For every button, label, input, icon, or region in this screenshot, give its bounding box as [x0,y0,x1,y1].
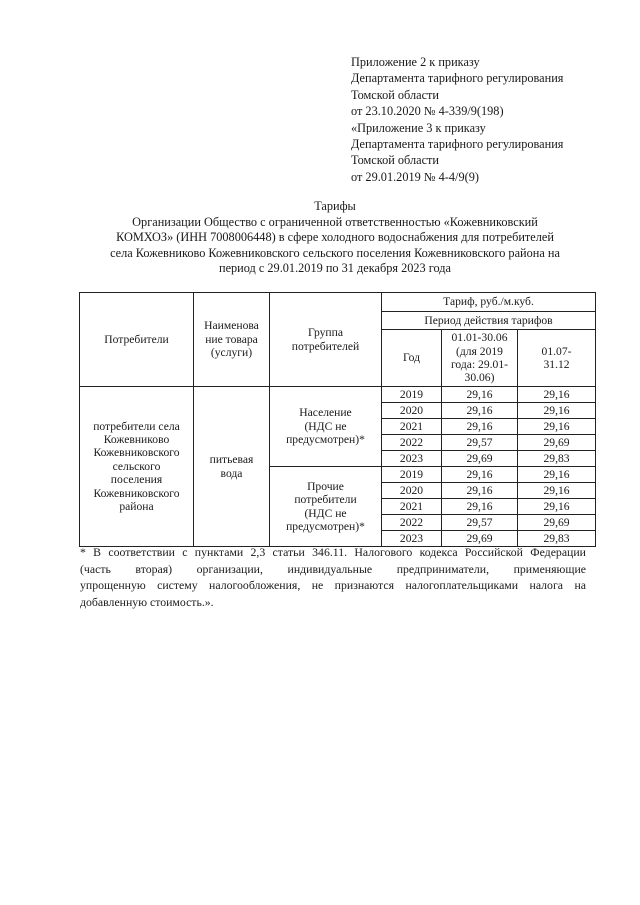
header-first-half-line: года: 29.01- [450,358,509,371]
consumer-line: поселения [110,473,163,487]
tariff-first-half: 29,16 [442,419,518,435]
tariff-table [79,292,596,547]
tariff-first-half: 29,16 [442,387,518,403]
footnote-line: (часть вторая) организации, индивидуальные предприниматели, применяющие [80,561,586,576]
header-consumers: Потребители [80,293,194,387]
tariff-second-half: 29,83 [518,531,596,547]
year-cell: 2019 [382,467,442,483]
tariff-second-half: 29,69 [518,435,596,451]
appendix-line: «Приложение 3 к приказу [351,120,486,135]
header-group-line: потребителей [291,339,360,353]
table-row [80,387,596,403]
tariff-first-half: 29,16 [442,499,518,515]
header-product-line: Наименова [204,319,259,333]
group-name-line: Прочие [307,479,344,493]
tariff-first-half: 29,16 [442,483,518,499]
tariff-first-half: 29,16 [442,403,518,419]
tariff-first-half: 29,16 [442,467,518,483]
year-cell: 2022 [382,435,442,451]
tariff-first-half: 29,69 [442,531,518,547]
heading-line: села Кожевниково Кожевниковского сельского поселения Кожевниковского района на [110,245,560,260]
header-product [194,293,270,387]
header-second-half-line: 01.07- [541,344,572,358]
header-year: Год [382,330,442,387]
appendix-line: Департамента тарифного регулирования [351,71,564,86]
consumer-line: района [119,500,154,514]
tariff-first-half: 29,69 [442,451,518,467]
appendix-line: Департамента тарифного регулирования [351,137,564,152]
header-first-half-line: (для 2019 [456,344,503,358]
tariff-second-half: 29,16 [518,419,596,435]
group-name-line: (НДС не [304,506,347,520]
year-cell: 2021 [382,499,442,515]
heading-line: КОМХОЗ» (ИНН 7008006448) в сфере холодного водоснабжения для потребителей [116,230,554,245]
footnote [80,544,586,610]
tariff-first-half: 29,57 [442,515,518,531]
header-group [270,293,382,387]
group-name-line: предусмотрен)* [286,519,365,533]
year-cell: 2020 [382,403,442,419]
appendix-line: от 29.01.2019 № 4-4/9(9) [351,169,479,184]
header-first-half-line: 30.06) [464,371,495,385]
group-name-line: предусмотрен)* [286,433,365,447]
year-cell: 2021 [382,419,442,435]
product-line: вода [220,466,243,480]
appendix-block [351,54,631,185]
header-product-line: ние товара [205,332,258,346]
tariff-second-half: 29,16 [518,403,596,419]
consumer-line: Кожевниково [103,432,170,446]
group-name-line: Население [299,406,352,420]
tariff-second-half: 29,16 [518,387,596,403]
product-line: питьевая [209,453,254,467]
group-cell-other [270,467,382,547]
tariff-second-half: 29,16 [518,499,596,515]
header-tariff: Тариф, руб./м.куб. [382,293,596,312]
footnote-line: упрощенную систему налогообложения, не признаются налогоплательщиками налога на [80,578,586,592]
appendix-line: Томской области [351,87,439,102]
product-cell [194,387,270,547]
consumer-line: Кожевниковского [93,446,180,460]
consumer-line: сельского [112,459,161,473]
tariff-second-half: 29,16 [518,467,596,483]
group-cell-population [270,387,382,467]
tariff-second-half: 29,83 [518,451,596,467]
header-group-line: Группа [308,326,343,340]
consumer-cell [80,387,194,547]
header-second-half-line: 31.12 [543,358,570,371]
heading-line: Организации Общество с ограниченной ответственностью «Кожевниковский [132,214,538,229]
year-cell: 2023 [382,451,442,467]
document-heading [70,199,600,277]
tariff-second-half: 29,69 [518,515,596,531]
footnote-line: * В соответствии с пунктами 2,3 статьи 346.11. Налогового кодекса Российской Федерации [80,545,586,559]
heading-line: период с 29.01.2019 по 31 декабря 2023 года [218,261,452,276]
header-product-line: (услуги) [210,346,253,360]
year-cell: 2023 [382,531,442,547]
year-cell: 2019 [382,387,442,403]
group-name-line: потребители [294,493,357,507]
year-cell: 2020 [382,483,442,499]
header-first-half-line: 01.01-30.06 [451,331,508,345]
group-name-line: (НДС не [304,419,347,433]
tariff-second-half: 29,16 [518,483,596,499]
footnote-line: добавленную стоимость.». [80,594,214,609]
header-period: Период действия тарифов [382,312,596,330]
consumer-line: Кожевниковского [93,486,180,500]
appendix-line: от 23.10.2020 № 4-339/9(198) [351,104,504,119]
header-second-half [518,330,596,387]
document-title: Тарифы [314,199,356,213]
consumer-line: потребители села [93,419,180,433]
year-cell: 2022 [382,515,442,531]
appendix-line: Томской области [351,153,439,168]
header-first-half [442,330,518,387]
appendix-line: Приложение 2 к приказу [351,55,480,69]
tariff-first-half: 29,57 [442,435,518,451]
